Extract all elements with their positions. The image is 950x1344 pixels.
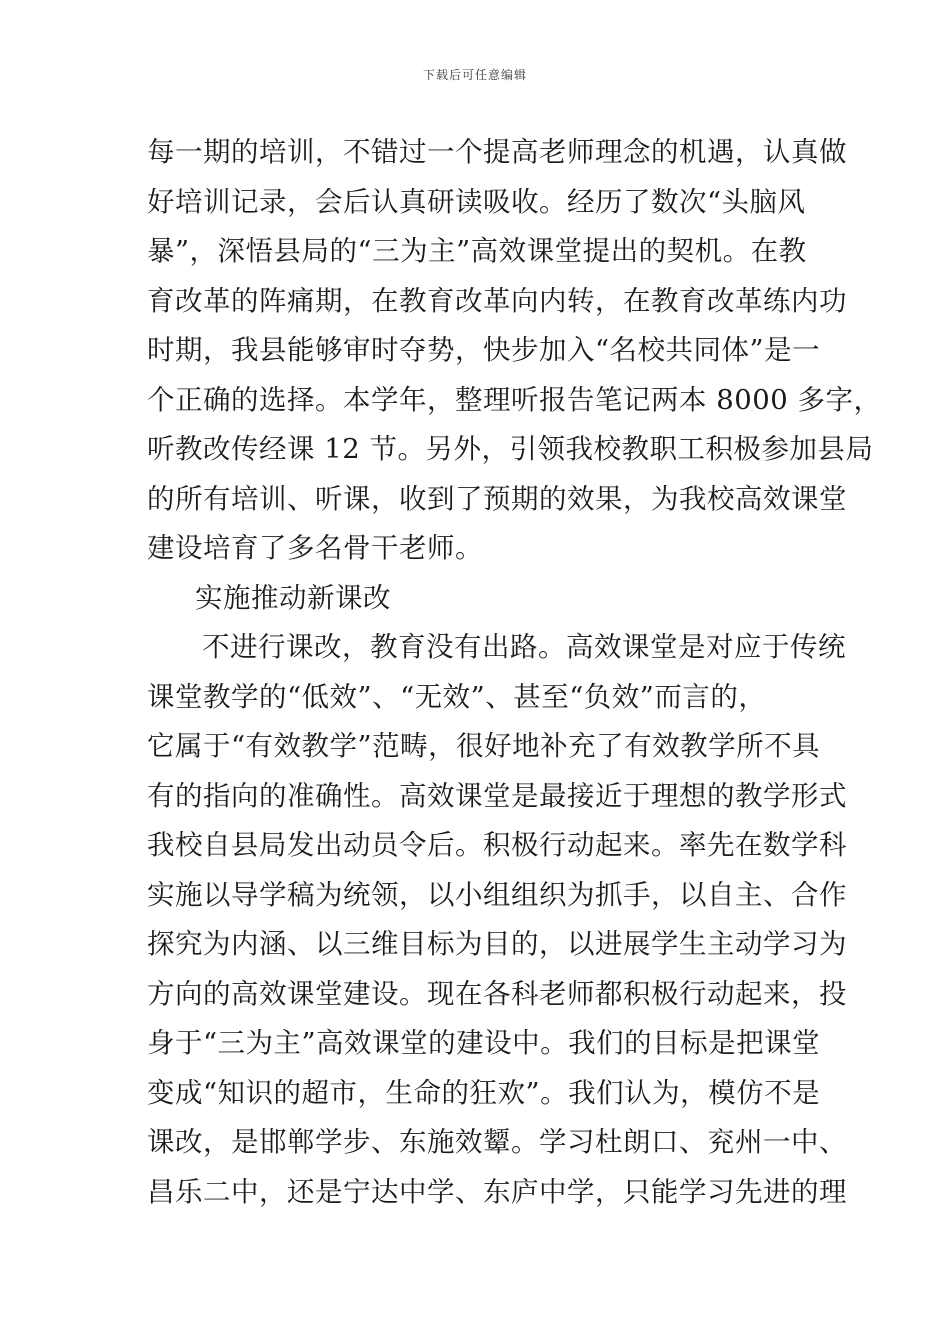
document-body — [147, 128, 882, 1217]
text-line: 有的指向的准确性。高效课堂是最接近于理想的教学形式 — [147, 779, 847, 812]
text-line: 暴”，深悟县局的“三为主”高效课堂提出的契机。在教 — [147, 235, 807, 267]
text-line: 变成“知识的超市，生命的狂欢”。我们认为，模仿不是 — [147, 1076, 821, 1109]
text-line: 建设培育了多名骨干老师。 — [147, 532, 483, 564]
text-line: 好培训记录，会后认真研读吸收。经历了数次“头脑风 — [147, 185, 806, 218]
text-line: 育改革的阵痛期，在教育改革向内转，在教育改革练内功 — [147, 284, 847, 317]
text-line: 探究为内涵、以三维目标为目的，以进展学生主动学习为 — [147, 928, 847, 960]
text-line: 实施以导学稿为统领，以小组组织为抓手，以自主、合作 — [147, 878, 847, 911]
text-line: 课改，是邯郸学步、东施效颦。学习杜朗口、兖州一中、 — [147, 1126, 847, 1158]
text-line: 每一期的培训，不错过一个提高老师理念的机遇，认真做 — [147, 136, 847, 168]
text-line: 它属于“有效教学”范畴，很好地补充了有效教学所不具 — [147, 730, 821, 762]
text-line: 个正确的选择。本学年，整理听报告笔记两本 8000 多字， — [147, 383, 882, 416]
text-line: 课堂教学的“低效”、“无效”、甚至“负效”而言的， — [147, 680, 767, 713]
text-line: 方向的高效课堂建设。现在各科老师都积极行动起来，投 — [147, 977, 847, 1010]
text-line: 我校自县局发出动员令后。积极行动起来。率先在数学科 — [147, 829, 847, 861]
page-header: 下载后可任意编辑 — [422, 68, 527, 82]
paragraph-first-line: 不进行课改，教育没有出路。高效课堂是对应于传统 — [202, 631, 846, 663]
text-line: 昌乐二中，还是宁达中学、东庐中学，只能学习先进的理 — [147, 1175, 847, 1208]
text-line: 时期，我县能够审时夺势，快步加入“名校共同体”是一 — [147, 334, 821, 366]
text-line: 的所有培训、听课，收到了预期的效果，为我校高效课堂 — [147, 482, 847, 515]
text-line: 身于“三为主”高效课堂的建设中。我们的目标是把课堂 — [147, 1027, 821, 1059]
text-line: 听教改传经课 12 节。另外，引领我校教职工积极参加县局 — [147, 433, 874, 465]
section-heading: 实施推动新课改 — [195, 581, 391, 614]
